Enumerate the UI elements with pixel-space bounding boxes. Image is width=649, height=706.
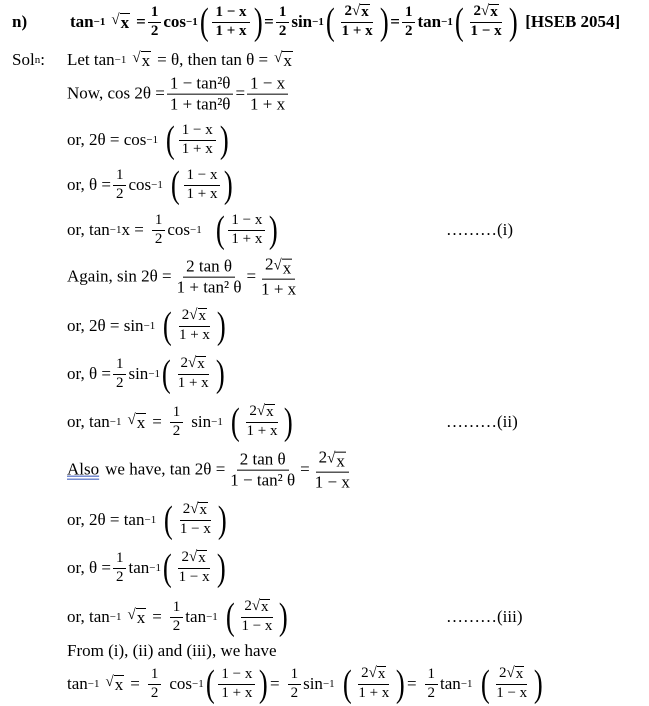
math-token: 2 [182, 501, 191, 518]
source-tag: [HSEB 2054] [525, 12, 621, 31]
fraction-numerator [246, 404, 277, 423]
fraction-numerator: 1 [113, 357, 127, 375]
math-token: √ [368, 665, 377, 682]
fraction-numerator [179, 308, 210, 327]
math-token: Let tan [67, 50, 115, 69]
math-token: ) [508, 1, 518, 43]
math-token: ( [480, 663, 490, 705]
math-token: x [283, 50, 292, 70]
math-token: tan [67, 674, 88, 693]
math-token: tan [185, 607, 207, 626]
math-token: x [361, 4, 369, 21]
math-token: √ [127, 411, 136, 428]
fraction-denominator: 2 [115, 568, 124, 585]
fraction-numerator [358, 666, 389, 685]
fraction-denominator: 2 [154, 230, 163, 247]
math-token: √ [251, 598, 261, 615]
math-token: ( [162, 547, 172, 589]
parenthesized-group [169, 166, 235, 204]
math-token: = [136, 12, 146, 31]
fraction-numerator: 1 − tan²θ [167, 75, 234, 95]
math-token: √ [189, 307, 198, 324]
square-root [106, 675, 125, 694]
parenthesized-group [214, 211, 280, 249]
math-token: x [197, 356, 205, 373]
fraction [113, 551, 127, 586]
math-token: 2 [181, 549, 189, 566]
parenthesized-group [160, 355, 226, 393]
math-token: √ [111, 11, 120, 28]
fraction-denominator: 1 + x [358, 685, 390, 701]
fraction [113, 168, 127, 203]
math-token [67, 449, 355, 492]
fraction-numerator [262, 256, 295, 280]
fraction-numerator [178, 550, 209, 569]
math-token: tan [440, 674, 461, 693]
square-root [507, 666, 525, 683]
fraction-numerator: 1 [148, 667, 162, 685]
square-root [127, 608, 146, 627]
math-token: 2 [473, 3, 481, 20]
fraction-numerator: 1 [402, 5, 416, 23]
fraction-denominator: 1 + tan²θ [169, 94, 231, 114]
square-root [189, 308, 207, 325]
square-root [274, 259, 293, 278]
parenthesized-group [453, 3, 519, 41]
math-token: x [198, 308, 207, 325]
math-token: sin [303, 674, 323, 693]
math-token: ) [279, 596, 289, 638]
fraction [493, 666, 530, 702]
math-token: or, θ = $\frac{1}{2}$ tan −1 ( 2 √ x 1 − x ) [67, 547, 226, 589]
fraction-denominator: 2 [115, 374, 124, 391]
math-token: 2 [244, 598, 252, 615]
parenthesized-group [161, 549, 227, 587]
math-token: √ [132, 49, 141, 66]
math-token: or, θ = [67, 364, 111, 383]
fraction-numerator [496, 666, 527, 685]
math-token: ( [170, 164, 180, 206]
math-token: √ [190, 501, 199, 518]
math-token: 2 [499, 665, 507, 682]
math-token: or, 2θ = sin [67, 316, 144, 335]
math-token: or, 2θ = cos [67, 130, 147, 149]
fraction [176, 550, 213, 586]
square-root [132, 51, 151, 70]
fraction [175, 356, 212, 392]
math-token: √ [256, 403, 266, 420]
math-token: x [490, 4, 498, 21]
math-token: or, tan [67, 607, 110, 626]
math-token: √ [127, 606, 136, 623]
math-token: or, 2θ = tan −1 ( 2 √ x 1 − x ) [67, 499, 227, 541]
fraction-numerator: 2 tan θ [183, 258, 235, 278]
math-token: or, θ = $\frac{1}{2}$ cos −1 ( $\frac{1 - x}{1 + x}$ ) [67, 164, 234, 206]
fraction [425, 667, 439, 702]
fraction-denominator: 2 [278, 22, 287, 39]
fraction [218, 667, 255, 702]
parenthesized-group [161, 307, 227, 345]
fraction-denominator: 1 + tan² θ [176, 277, 242, 297]
math-token: cos [167, 220, 190, 239]
math-token: 2 [344, 3, 352, 20]
fraction-numerator: 1 [152, 213, 166, 231]
math-token: ) [217, 499, 227, 541]
fraction [212, 5, 249, 40]
marker-i: ………(i) [446, 220, 514, 239]
math-token: √ [506, 665, 515, 682]
fraction-denominator: 2 [172, 422, 181, 439]
math-token: x [336, 451, 345, 471]
math-token: x [141, 50, 151, 70]
math-token [67, 256, 301, 299]
fraction-numerator: 1 [170, 600, 184, 618]
math-token: x [136, 412, 146, 432]
fraction-numerator: 1 − x [228, 213, 265, 231]
math-token: = [270, 674, 280, 693]
fraction-denominator: 2 [172, 617, 181, 634]
math-token: x [282, 258, 292, 278]
fraction-numerator: 1 [148, 5, 162, 23]
math-token: ) [216, 547, 226, 589]
square-root [369, 666, 387, 683]
math-token: √ [273, 257, 282, 274]
math-token: or, 2θ = sin −1 ( 2 √ x 1 + x ) [67, 305, 226, 347]
fraction [288, 667, 302, 702]
conclusion-text: From (i), (ii) and (iii), we have [67, 641, 277, 660]
fraction-denominator: 1 + x [250, 94, 286, 114]
fraction [174, 258, 245, 297]
math-token: Also [67, 460, 100, 479]
fraction-denominator: 1 + x [221, 684, 253, 701]
math-token: sin [191, 412, 212, 431]
fraction-numerator [316, 449, 349, 473]
fraction [113, 357, 127, 392]
math-token: 2 [249, 403, 257, 420]
fraction [167, 75, 234, 114]
math-token: = [246, 267, 257, 286]
fraction [170, 405, 184, 440]
square-root [252, 599, 270, 616]
math-token: = [406, 674, 417, 693]
parenthesized-group [341, 665, 407, 703]
math-token: or, tan −1 √ x = $\frac{1}{2}$ sin −1 ( 2 √ x 1 + x ) [67, 401, 294, 443]
sol-label: Sol n : [12, 50, 45, 69]
math-token: x [515, 666, 524, 683]
fraction-denominator: 1 − tan² θ [230, 470, 296, 490]
math-token: ) [253, 1, 263, 43]
math-token: ) [259, 663, 269, 705]
math-token: tan −1 √ x = $\frac{1}{2}$ cos −1 ( $\frac{1 - x}{1 + x}$ ) = $\frac{1}{2}$ sin −1 ( 2 √ x 1 + x ) = $\frac{1}{2}$ tan −1 ( 2 √ x 1 − x ) [67, 663, 543, 705]
math-token: = [130, 674, 140, 693]
fraction-denominator: 1 + x [231, 230, 263, 247]
fraction-denominator: 2 [115, 185, 124, 202]
fraction-numerator: 1 [170, 405, 184, 423]
fraction-numerator [178, 356, 209, 375]
fraction-numerator: 1 − x [247, 75, 288, 95]
fraction [148, 667, 162, 702]
fraction-denominator: 1 − x [470, 23, 502, 39]
parenthesized-group [229, 403, 295, 441]
math-token: or, tan [67, 412, 110, 431]
math-token: we have, tan 2θ = [105, 460, 226, 479]
math-token: √ [327, 450, 336, 467]
math-token: cos [128, 175, 152, 194]
fraction-denominator: 1 − x [314, 472, 350, 492]
math-token: = θ, then tan θ = [157, 50, 269, 69]
math-token: 2 [181, 307, 190, 324]
fraction [276, 5, 290, 40]
math-token: x [199, 502, 207, 519]
math-token: ( [199, 1, 209, 43]
fraction-denominator: 2 [404, 22, 413, 39]
fraction [184, 168, 221, 203]
fraction-numerator: 2 tan θ [237, 451, 289, 471]
fraction [312, 449, 353, 492]
fraction [339, 4, 376, 40]
fraction [170, 600, 184, 635]
math-token: ) [224, 164, 234, 206]
fraction [228, 213, 265, 248]
math-token: ) [396, 663, 406, 705]
sqrt-x [111, 13, 130, 32]
math-token: ( [165, 119, 175, 161]
square-root [274, 51, 293, 70]
math-token: or, 2θ = tan [67, 510, 145, 529]
math-token: ) [215, 353, 225, 395]
math-token: or, tan [67, 220, 110, 239]
math-token: ( [164, 499, 173, 541]
square-root [188, 356, 206, 373]
math-token: x = [121, 220, 144, 239]
math-token: ( [230, 401, 240, 443]
fraction-denominator: 1 + x [186, 185, 218, 202]
fraction [152, 213, 166, 248]
math-token: √ [351, 3, 361, 20]
math-token: ( [225, 596, 235, 638]
math-token: 2 [265, 254, 274, 274]
square-root [127, 413, 146, 432]
fraction [227, 451, 298, 490]
math-token: Now, cos 2θ = [67, 84, 165, 103]
math-token: 2 [361, 665, 369, 682]
fraction-numerator: 1 [425, 667, 439, 685]
fraction [176, 308, 213, 344]
fraction [258, 256, 299, 299]
math-token: = [152, 412, 162, 431]
math-token: √ [480, 3, 490, 20]
fraction [468, 4, 505, 40]
math-token: = [235, 84, 246, 103]
math-token: = [300, 460, 310, 479]
math-token: x [114, 674, 124, 694]
math-token: ( [454, 1, 464, 43]
math-token: √ [188, 549, 198, 566]
math-token: Sol [12, 50, 35, 69]
square-root [352, 4, 370, 21]
fraction-denominator: 1 − x [496, 685, 528, 701]
math-token: ) [379, 1, 389, 43]
fraction-denominator: 1 + x [177, 375, 209, 391]
math-token: ) [216, 305, 226, 347]
math-token: = [152, 607, 162, 626]
math-token: cos [169, 674, 192, 693]
math-token: ( [342, 663, 352, 705]
square-root [257, 404, 275, 421]
math-token: x [198, 550, 206, 567]
problem-label: n) [12, 12, 28, 31]
fraction-denominator: 1 + x [215, 22, 247, 39]
fraction [238, 599, 275, 635]
fraction-denominator: 1 + x [178, 327, 210, 343]
math-token: : [40, 50, 45, 69]
math-token: cos [163, 12, 186, 31]
fraction-numerator: 1 − x [212, 5, 249, 23]
fraction-numerator [180, 502, 211, 521]
math-token: x [136, 607, 146, 627]
math-token: tan [417, 12, 442, 31]
square-root [190, 502, 208, 519]
math-token: ( [205, 663, 215, 705]
math-token: or, tan −1 √ x = $\frac{1}{2}$ tan −1 ( 2 √ x 1 − x ) [67, 596, 289, 638]
parenthesized-group [479, 665, 545, 703]
parenthesized-group [204, 665, 270, 703]
fraction [402, 5, 416, 40]
math-token: or, tan −1 x = $\frac{1}{2}$ cos −1 ( $\frac{1 - x}{1 + x}$ ) [67, 209, 279, 251]
fraction-numerator: 1 − x [179, 123, 216, 141]
parenthesized-group [198, 3, 264, 41]
math-token [67, 75, 290, 114]
math-token: or, 2θ = cos −1 ( $\frac{1 - x}{1 + x}$ ) [67, 119, 229, 161]
fraction-numerator [341, 4, 372, 23]
math-token: ( [163, 305, 173, 347]
fraction [148, 5, 162, 40]
fraction [244, 404, 281, 440]
fraction [355, 666, 392, 702]
parenthesized-group [324, 3, 390, 41]
fraction-denominator: 1 − x [179, 521, 211, 537]
square-root [189, 550, 207, 567]
fraction-denominator: 1 + x [341, 23, 373, 39]
fraction-numerator: 1 − x [184, 168, 221, 186]
fraction-denominator: 1 + x [181, 140, 213, 157]
math-token: or, θ = [67, 558, 111, 577]
fraction-denominator: 2 [150, 684, 159, 701]
fraction-denominator: 2 [150, 22, 159, 39]
math-token: √ [188, 355, 197, 372]
math-token: tan [128, 558, 150, 577]
fraction-denominator: 2 [290, 684, 299, 701]
math-token: ) [534, 663, 543, 705]
math-token: ( [325, 1, 335, 43]
tan-text: tan [70, 12, 94, 31]
fraction-numerator: 1 [113, 551, 127, 569]
fraction-numerator: 1 [288, 667, 302, 685]
line-1-text: Let tan −1 √ x = θ, then tan θ = √ x [67, 49, 292, 70]
parenthesized-group [164, 121, 230, 159]
fraction [247, 75, 288, 114]
fraction-numerator: 1 [276, 5, 290, 23]
parenthesized-group [224, 598, 290, 636]
math-token: = [390, 12, 400, 31]
marker-iii: ………(iii) [446, 607, 523, 626]
math-token: Again, sin 2θ = [67, 267, 172, 286]
fraction-numerator [470, 4, 501, 23]
math-token: ( [161, 353, 171, 395]
math-token: ) [269, 209, 279, 251]
math-token: or, θ = $\frac{1}{2}$ sin −1 ( 2 √ x 1 + x ) [67, 353, 225, 395]
square-root [327, 452, 346, 471]
math-token: x [377, 666, 386, 683]
math-token: = [264, 12, 274, 31]
math-token: 2 [318, 447, 328, 467]
fraction [177, 502, 214, 538]
fraction-denominator: 2 [427, 684, 436, 701]
math-token: 2 [180, 355, 189, 372]
math-token: x [120, 12, 130, 32]
fraction-numerator: 1 − x [218, 667, 255, 685]
marker-ii: ………(ii) [446, 412, 518, 431]
math-token: ( [215, 209, 225, 251]
problem-equation: tan −1 √ x = $\frac{1}{2}$ cos −1 ( $\frac{1 - x}{1 + x}$ ) = $\frac{1}{2}$ sin −1 ( 2 √ x 1 + x ) = $\frac{1}{2}$ tan −1 ( 2 √ x 1 − x ) [HSEB 2054] [70, 1, 621, 43]
math-token: ) [284, 401, 294, 443]
math-token: x [266, 404, 274, 421]
math-token: sin [291, 12, 313, 31]
fraction-denominator: 1 + x [261, 279, 297, 299]
fraction-numerator: 1 [113, 168, 127, 186]
fraction-denominator: 1 + x [246, 423, 278, 439]
math-token: or, θ = [67, 175, 111, 194]
math-token: ) [219, 119, 229, 161]
fraction-numerator [241, 599, 272, 618]
fraction [179, 123, 216, 158]
math-token: √ [274, 49, 283, 66]
square-root [481, 4, 499, 21]
math-token: √ [105, 673, 114, 690]
parenthesized-group [162, 501, 228, 539]
fraction-denominator: 1 − x [178, 569, 210, 585]
math-token: sin [128, 364, 149, 383]
fraction-denominator: 1 − x [241, 618, 273, 634]
math-token: x [261, 599, 269, 616]
